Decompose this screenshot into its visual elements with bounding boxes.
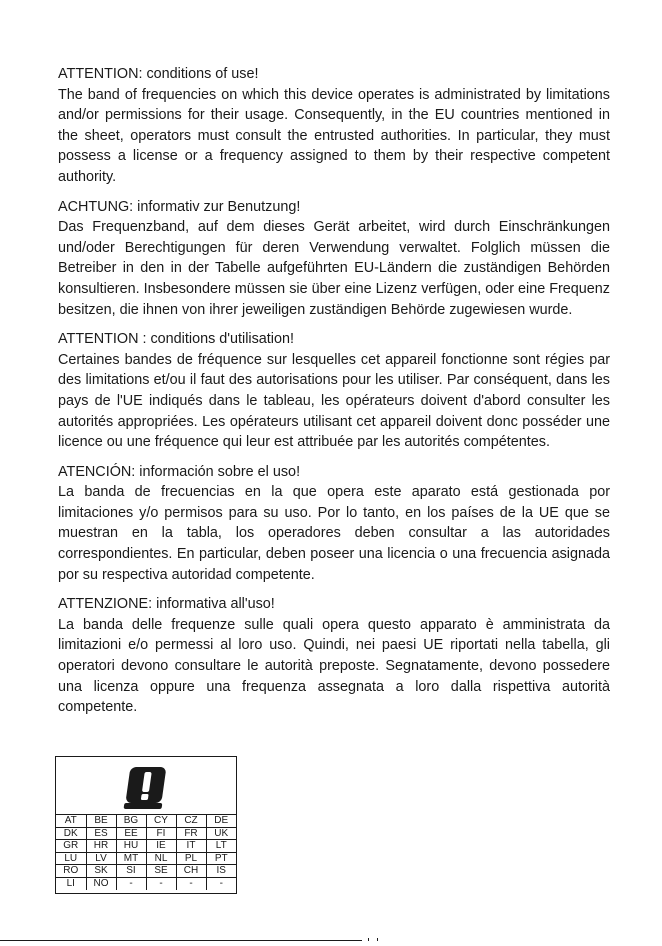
section-spanish: [58, 462, 610, 586]
section-title: ATENCIÓN: información sobre el uso!: [58, 463, 301, 480]
section-title: ATTENTION: conditions of use!: [58, 66, 259, 82]
country-code-cell: DK: [56, 827, 86, 840]
country-code-cell: FI: [146, 827, 176, 840]
country-code-cell: SK: [86, 865, 116, 878]
country-code-cell: BE: [86, 815, 116, 828]
country-code-cell: HU: [116, 840, 146, 853]
country-code-cell: UK: [206, 827, 236, 840]
country-code-cell: NO: [86, 877, 116, 889]
country-row: [56, 840, 236, 853]
country-code-cell: NL: [146, 852, 176, 865]
country-row: [56, 877, 236, 889]
section-french: [58, 329, 610, 453]
country-code-cell: -: [206, 877, 236, 889]
country-code-cell: EE: [116, 827, 146, 840]
country-code-cell: FR: [176, 827, 206, 840]
country-code-cell: -: [176, 877, 206, 889]
section-body: Das Frequenzband, auf dem dieses Gerät arbeitet, wird durch Einschränkungen und/oder Berechtigungen für deren Verwendung verwaltet. Folglich müssen die Betreiber in den in der Tabelle aufgeführten EU-Ländern die zuständigen Behörden konsultieren. Insbesondere müssen sie über eine Lizenz verfügen, oder eine Frequenz besitzen, die ihnen von ihrer jeweiligen zuständigen Behörde zugewiesen wurde.: [58, 219, 610, 318]
footer-tick-marks: [368, 937, 380, 941]
country-code-cell: MT: [116, 852, 146, 865]
section-italian: [58, 594, 610, 718]
country-code-cell: DE: [206, 815, 236, 828]
country-code-cell: RO: [56, 865, 86, 878]
exclamation-warning-icon: [121, 763, 169, 813]
country-code-cell: CY: [146, 815, 176, 828]
country-code-cell: LV: [86, 852, 116, 865]
country-row: [56, 852, 236, 865]
country-row: [56, 827, 236, 840]
country-code-cell: IE: [146, 840, 176, 853]
country-code-cell: SI: [116, 865, 146, 878]
country-code-cell: -: [146, 877, 176, 889]
country-code-cell: HR: [86, 840, 116, 853]
country-code-cell: IS: [206, 865, 236, 878]
section-body: Certaines bandes de fréquence sur lesquelles cet appareil fonctionne sont régies par des limitations et/ou il faut des autorisations pour les utiliser. Par conséquent, dans les pays de l'UE indiqués dans le tableau, les opérateurs doivent d'abord consulter les autorités appropriées. Les opérateurs utilisant cet appareil doivent donc posséder une licence ou une fréquence qui leur est attribuée par les autorités compétentes.: [58, 351, 610, 451]
country-code-cell: LU: [56, 852, 86, 865]
notice-text: [58, 64, 610, 727]
country-code-cell: LT: [206, 840, 236, 853]
country-code-cell: -: [116, 877, 146, 889]
country-row: [56, 815, 236, 828]
country-code-cell: PL: [176, 852, 206, 865]
section-title: ATTENTION : conditions d'utilisation!: [58, 331, 295, 348]
section-body: La banda delle frequenze sulle quali opera questo apparato è amministrata da limitazioni e/o permessi al loro uso. Quindi, nei paesi UE riportati nella tabella, gli operatori devono consultare le autorità preposte. Segnatamente, devono possedere una licenza oppure una frequenza assegnata a loro dalla rispettiva autorità competente.: [58, 616, 610, 716]
country-code-cell: GR: [56, 840, 86, 853]
section-title: ATTENZIONE: informativa all'uso!: [58, 596, 275, 613]
section-english: [58, 64, 610, 188]
country-code-cell: AT: [56, 815, 86, 828]
footer-rule: [0, 940, 362, 941]
country-code-cell: PT: [206, 852, 236, 865]
country-code-cell: ES: [86, 827, 116, 840]
country-code-cell: CZ: [176, 815, 206, 828]
country-code-cell: IT: [176, 840, 206, 853]
country-code-cell: CH: [176, 865, 206, 878]
section-body: La banda de frecuencias en la que opera este aparato está gestionada por limitaciones y/o permisos para su uso. Por lo tanto, en los países de la UE que se muestran en la tabla, los operadores deben consultar a las autoridades correspondientes. En particular, deben poseer una licencia o una frecuencia asignada por su respectiva autoridad competente.: [58, 484, 610, 583]
country-code-cell: SE: [146, 865, 176, 878]
country-table: [56, 814, 236, 890]
country-restriction-legend: [55, 756, 237, 894]
section-german: [58, 197, 610, 321]
country-code-cell: LI: [56, 877, 86, 889]
country-row: [56, 865, 236, 878]
section-body: The band of frequencies on which this device operates is administrated by limitations and/or permissions for their usage. Consequently, in the EU countries mentioned in the sheet, operators must consult the entrusted authorities. In particular, they must possess a license or a frequency assigned to them by their respective competent authority.: [58, 86, 610, 185]
section-title: ACHTUNG: informativ zur Benutzung!: [58, 198, 301, 215]
country-code-cell: BG: [116, 815, 146, 828]
